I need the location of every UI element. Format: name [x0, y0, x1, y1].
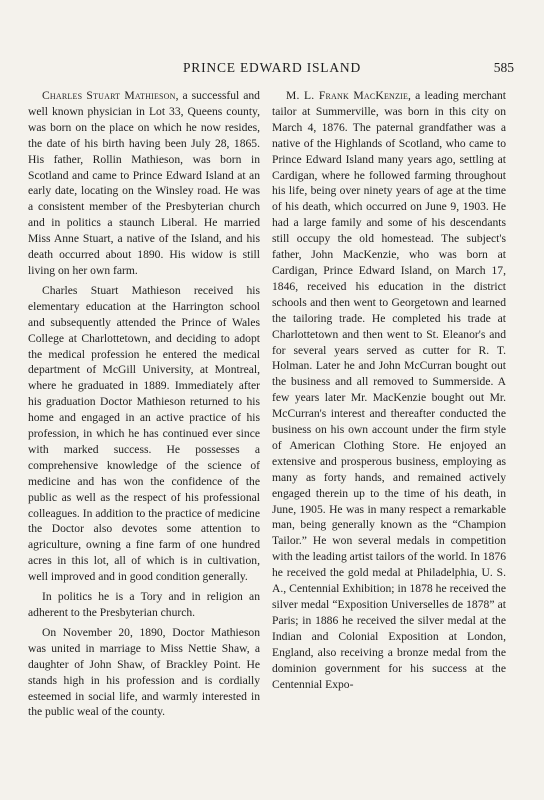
subject-name: Charles Stuart Mathieson [42, 89, 176, 102]
paragraph-text: , a successful and well known physician in Lot 33, Queens county, was born on the place on which he now resides, the date of his birth having been July 28, 1865. His father, Rollin Mathieson, was born in Scotland and came to Prince Edward Island at an early date, locating on the Winsley road. He was a consistent member of the Presbyterian church and in politics a staunch Liberal. He married Miss Anne Stuart, a native of the Island, and his death occurred about 1890. His widow is still living on her own farm. [28, 89, 260, 277]
page-title: PRINCE EDWARD ISLAND [183, 60, 361, 75]
paragraph-marriage: On November 20, 1890, Doctor Mathieson was united in marriage to Miss Nettie Shaw, a daughter of John Shaw, of Brackley Point. He stands high in his profession and is cordially esteemed in social life, and warmly interested in the public weal of the county. [28, 625, 260, 719]
paragraph-text: , a leading merchant tailor at Summerville, was born in this city on March 4, 1876. The paternal grandfather was a native of the Highlands of Scotland, who came to Prince Edward Island many years ago, settling at Cardigan, where he followed farming throughout his life, being over ninety years of age at the time of his death, which occurred on June 9, 1903. He had a large family and some of his descendants still occupy the old homestead. The subject's father, John MacKenzie, who was born at Cardigan, Prince Edward Island, on March 17, 1846, received his education in the district schools and then went to Georgetown and learned the tailoring trade. He completed his trade at Charlottetown and then went to St. Eleanor's and for several years served as cutter for R. T. Holman. Later he and John McCurran bought out the business and all removed to Summerside. A few years later Mr. MacKenzie bought out Mr. McCurran's interest and thereafter conducted the business on his own account under the firm style of American Clothing Store. He enjoyed an extensive and prosperous business, employing as many as forty hands, and remained actively engaged therein up to the time of his death, in June, 1905. He was in many respect a remarkable man, being generally known as the “Champion Tailor.” He won several medals in competition with the leading artist tailors of the world. In 1876 he received the gold medal at Philadelphia, U. S. A., Centennial Exhibition; in 1878 he received the silver medal “Exposition Universelles de 1878” at Paris; in 1886 he received the silver medal at the Indian and Colonial Exposition at London, England, also receiving a bronze medal from the dominion government for his success at the Centennial Expo- [272, 89, 506, 691]
left-column [28, 88, 260, 724]
subject-name: M. L. Frank MacKenzie [286, 89, 409, 102]
paragraph-mackenzie [272, 88, 506, 692]
paragraph-politics: In politics he is a Tory and in religion an adherent to the Presbyterian church. [28, 590, 260, 619]
right-column [272, 88, 506, 696]
paragraph-mathieson-intro [28, 88, 260, 279]
page-number: 585 [493, 60, 514, 75]
running-head [0, 60, 544, 80]
paragraph-education: Charles Stuart Mathieson received his elementary education at the Harrington school and subsequently attended the Prince of Wales College at Charlottetown, and deciding to adopt the medical profession he entered the medical department of McGill University, at Montreal, where he graduated in 1889. Immediately after his graduation Doctor Mathieson returned to his home and engaged in an active practice of his profession, in which he has continued ever since with marked success. He possesses a comprehensive knowledge of the science of medicine and has won the confidence of the public as well as the respect of his professional colleagues. In addition to the practice of medicine the Doctor also devotes some attention to agriculture, owning a fine farm of one hundred acres in this lot, all of which is in cultivation, well improved and in good condition generally. [28, 283, 260, 584]
